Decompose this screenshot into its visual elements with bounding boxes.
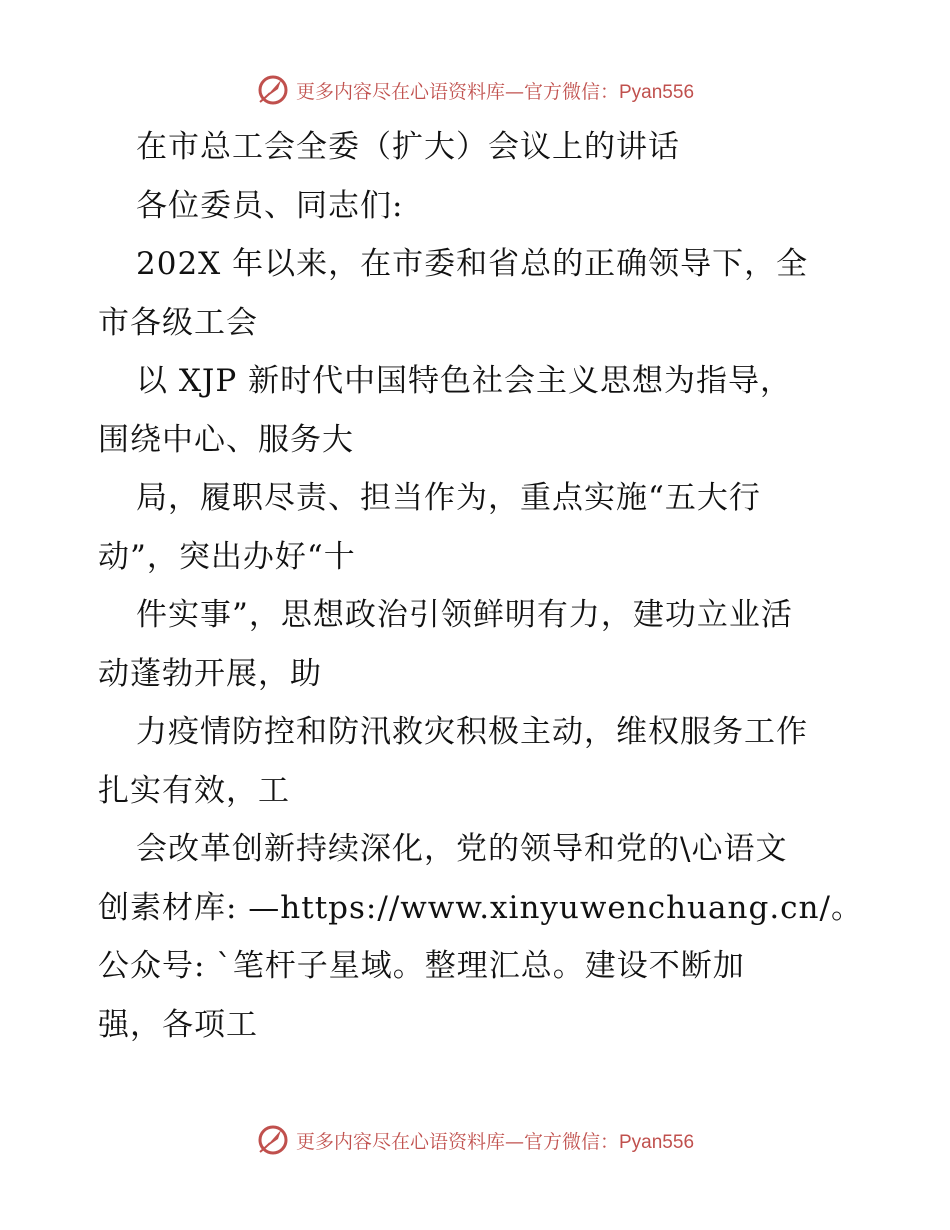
footer-banner-label: 更多内容尽在心语资料库—官方微信： — [295, 1130, 619, 1153]
document-line: 202X 年以来，在市委和省总的正确领导下，全 — [136, 246, 809, 282]
footer-banner-text — [296, 1127, 694, 1154]
document-line: 公众号: `笔杆子星域。整理汇总。建设不断加 — [98, 948, 745, 984]
document-line: 力疫情防控和防汛救灾积极主动，维权服务工作 — [136, 714, 808, 750]
quill-pen-circle-icon — [256, 1123, 290, 1157]
document-line: 强，各项工 — [98, 1006, 258, 1043]
header-banner — [0, 70, 950, 110]
document-line: 以 XJP 新时代中国特色社会主义思想为指导， — [136, 363, 793, 399]
header-banner-text — [296, 77, 694, 104]
document-line: 各位委员、同志们: — [136, 187, 404, 224]
quill-pen-circle-icon — [256, 73, 290, 107]
footer-banner — [0, 1120, 950, 1160]
footer-banner-contact: Pyan556 — [619, 1131, 695, 1153]
document-line: 件实事”，思想政治引领鲜明有力，建功立业活 — [136, 597, 793, 633]
document-line: 会改革创新持续深化，党的领导和党的\心语文 — [136, 831, 788, 867]
document-line: 扎实有效，工 — [98, 772, 290, 809]
document-line: 局，履职尽责、担当作为，重点实施“五大行 — [136, 480, 761, 516]
document-line: 创素材库: —https://www.xinyuwenchuang.cn/。 — [98, 889, 863, 926]
document-line: 在市总工会全委（扩大）会议上的讲话 — [136, 129, 680, 165]
document-line: 动蓬勃开展，助 — [98, 655, 322, 692]
header-banner-contact: Pyan556 — [619, 81, 695, 103]
document-line: 市各级工会 — [98, 304, 258, 341]
document-line: 围绕中心、服务大 — [98, 421, 354, 458]
document-body — [98, 118, 868, 1054]
document-line: 动”，突出办好“十 — [98, 538, 356, 575]
header-banner-label: 更多内容尽在心语资料库—官方微信： — [295, 80, 619, 103]
